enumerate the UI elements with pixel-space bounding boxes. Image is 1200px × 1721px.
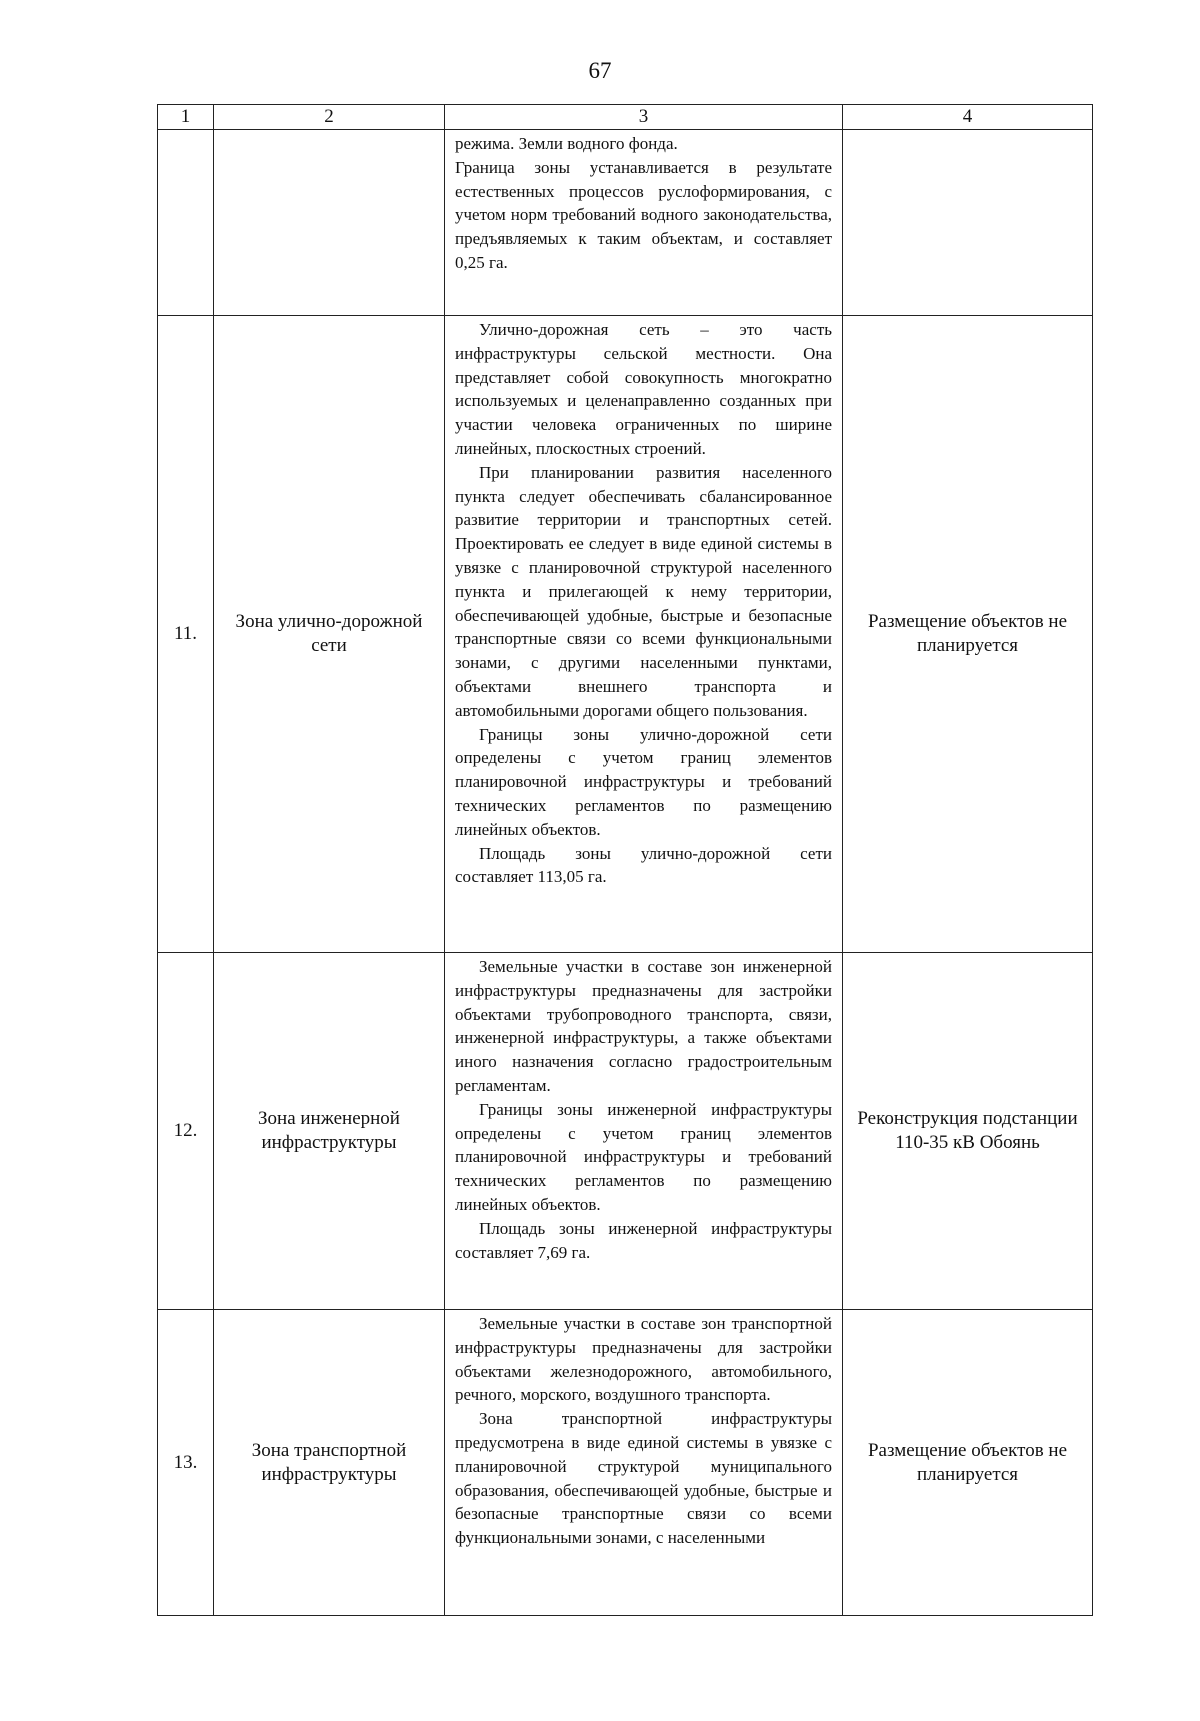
description-paragraph: Зона транспортной инфраструктуры предусмотрена в виде единой системы в увязке с планировочной структурой муниципального образования, обеспечивающей удобные, быстрые и безопасные транспортные связи со всеми функциональными зонами, с населенными [455, 1409, 832, 1548]
description-paragraph: Границы зоны улично-дорожной сети определены с учетом границ элементов планировочной инфраструктуры и требований технических регламентов по размещению линейных объектов. [455, 724, 832, 839]
description-cell [445, 316, 843, 953]
row-number-cell [158, 130, 214, 316]
description-paragraph: Земельные участки в составе зон инженерной инфраструктуры предназначены для застройки объектами трубопроводного транспорта, связи, инженерной инфраструктуры, а также объектами иного назначения согласно градостроительным регламентам. [455, 957, 832, 1095]
description-paragraph: При планировании развития населенного пункта следует обеспечивать сбалансированное развитие территории и транспортных сетей. Проектировать ее следует в виде единой системы в увязке с планировочной структурой населенного пункта и прилегающей к нему территории, обеспечивающей удобные, быстрые и безопасные транспортные связи со всеми функциональными зонами, с другими населенными пунктами, объектами внешнего транспорта и автомобильными дорогами общего пользования. [455, 462, 832, 720]
zone-name-cell: Зона инженерной инфраструктуры [214, 953, 445, 1310]
row-number-cell: 12. [158, 953, 214, 1310]
description-paragraph: Земельные участки в составе зон транспортной инфраструктуры предназначены для застройки объектами железнодорожного, автомобильного, речного, морского, воздушного транспорта. [455, 1314, 832, 1405]
description-paragraph: режима. Земли водного фонда. [455, 134, 678, 153]
description-paragraph: Границы зоны инженерной инфраструктуры определены с учетом границ элементов планировочной инфраструктуры и требований технических регламентов по размещению линейных объектов. [455, 1099, 832, 1214]
header-cell-4: 4 [843, 105, 1093, 130]
zone-name-cell: Зона транспортной инфраструктуры [214, 1310, 445, 1616]
header-cell-1: 1 [158, 105, 214, 130]
description-cell [445, 1310, 843, 1616]
row-number-cell: 13. [158, 1310, 214, 1616]
description-cell [445, 953, 843, 1310]
table-row-continuation [158, 130, 1093, 316]
header-cell-3: 3 [445, 105, 843, 130]
plan-cell [843, 130, 1093, 316]
description-paragraph: Улично-дорожная сеть – это часть инфраструктуры сельской местности. Она представляет собой совокупность многократно используемых и целенаправленно созданных при участии человека ограниченных по ширине линейных, плоскостных строений. [455, 320, 832, 458]
description-paragraph: Граница зоны устанавливается в результате естественных процессов руслоформирования, с учетом норм требований водного законодательства, предъявляемых к таким объектам, и составляет 0,25 га. [455, 157, 832, 272]
table-row-11 [158, 316, 1093, 953]
plan-cell: Реконструкция подстанции 110-35 кВ Обоянь [843, 953, 1093, 1310]
zone-name-cell [214, 130, 445, 316]
description-paragraph: Площадь зоны инженерной инфраструктуры составляет 7,69 га. [455, 1218, 832, 1262]
table-header-row [158, 105, 1093, 130]
plan-cell: Размещение объектов не планируется [843, 1310, 1093, 1616]
zone-name-cell: Зона улично-дорожной сети [214, 316, 445, 953]
plan-cell: Размещение объектов не планируется [843, 316, 1093, 953]
table-row-13 [158, 1310, 1093, 1616]
row-number-cell: 11. [158, 316, 214, 953]
zones-table [157, 104, 1093, 1616]
header-cell-2: 2 [214, 105, 445, 130]
description-cell [445, 130, 843, 316]
table-row-12 [158, 953, 1093, 1310]
page-number: 67 [588, 58, 612, 83]
description-paragraph: Площадь зоны улично-дорожной сети составляет 113,05 га. [455, 843, 832, 887]
